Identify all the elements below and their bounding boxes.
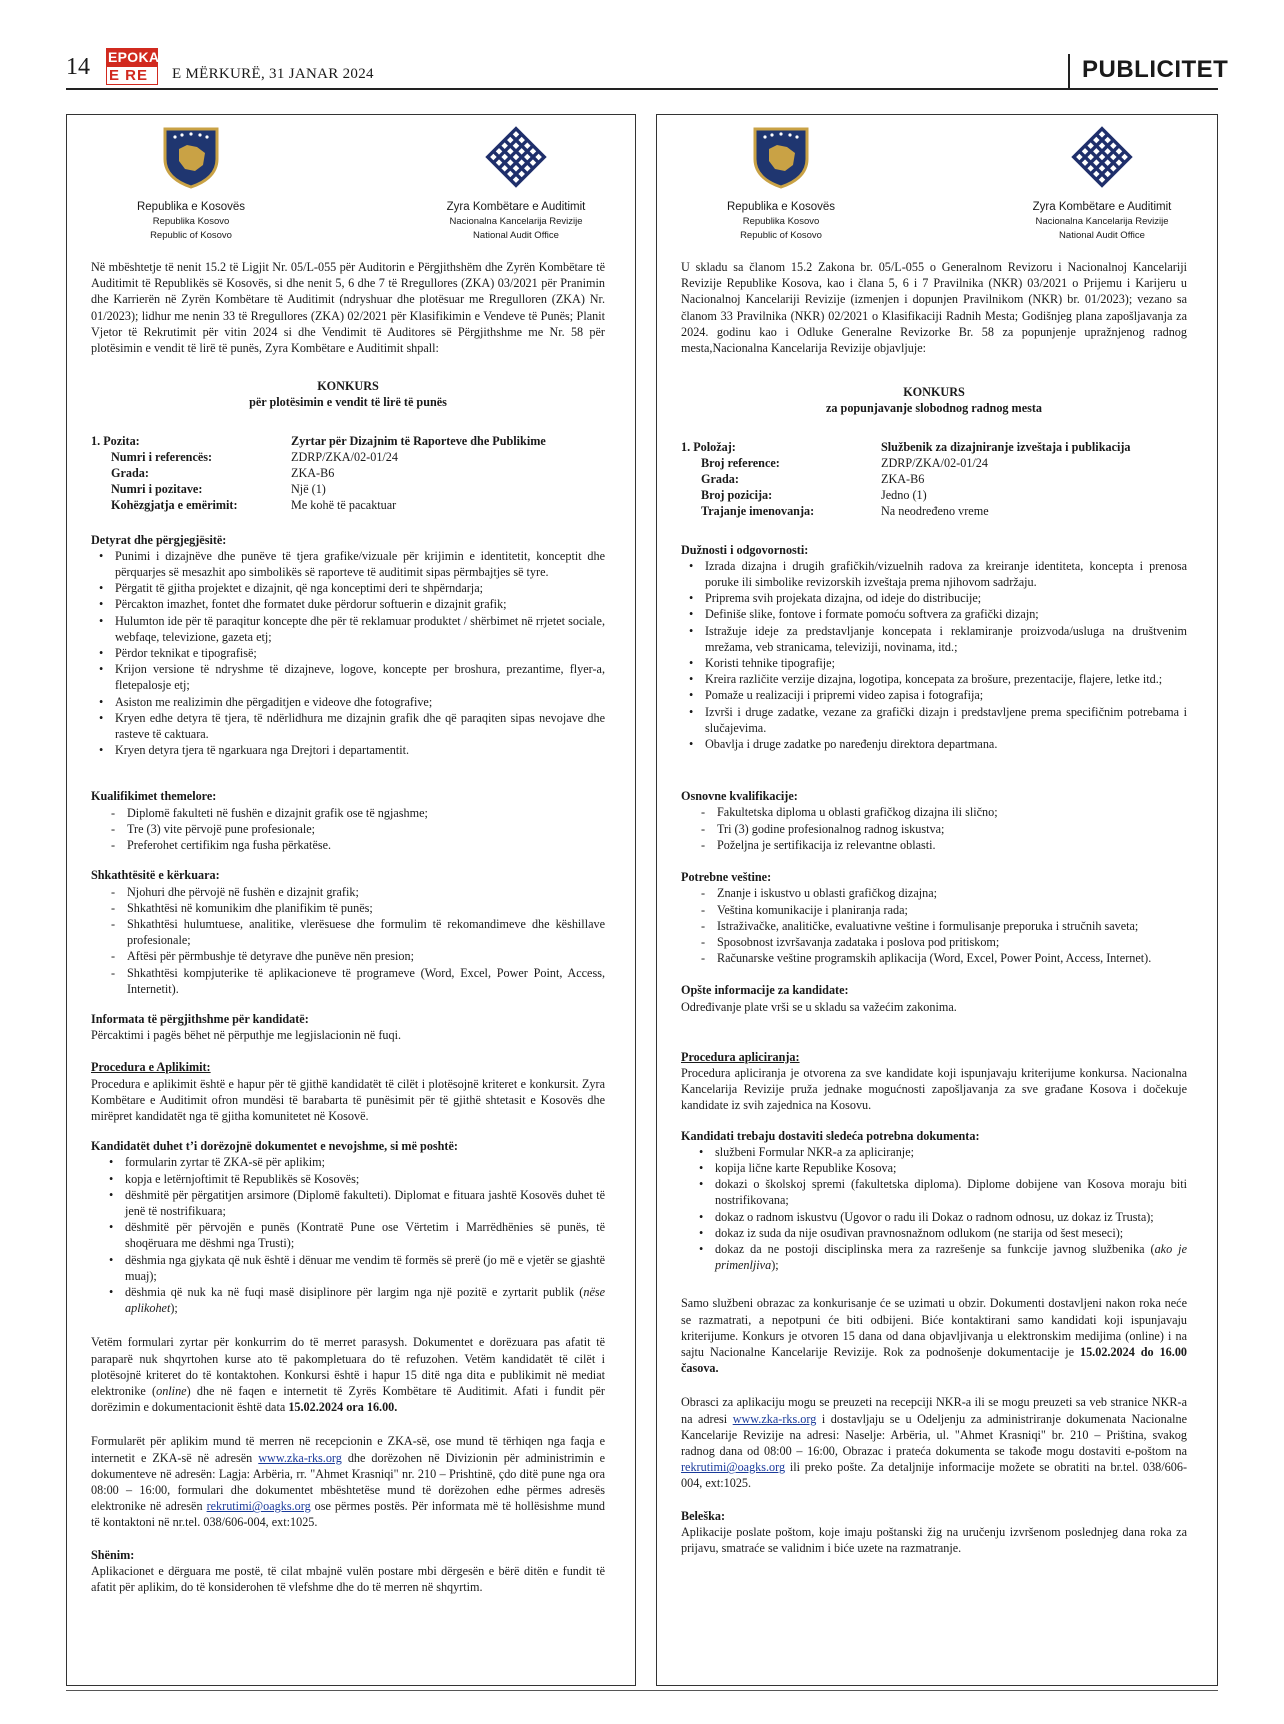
deadline-date: 15.02.2024 do 16.00 časova. (681, 1344, 1188, 1376)
list-item: - Sposobnost izvršavanja zadataka i poslova pod pritiskom; (699, 934, 1187, 950)
list-item: • Istražuje ideje za predstavljanje koncepata i reklamiranje proizvoda/usluga na društvenim mrežama, veb stranicama, televiziji, novinama, itd.; (687, 623, 1187, 655)
emblem-nao (997, 125, 1207, 243)
note-text: Aplikacije poslate poštom, koje imaju poštanski žig na uručenju izvršenom poslednjeg dana roka za prijavu, smatraće se validnim i biće uzete na razmatranje. (681, 1524, 1187, 1555)
national-audit-office-logo-icon (1070, 125, 1134, 189)
ad-serbian (656, 114, 1218, 1686)
detail-value: Jedno (1) (881, 488, 927, 503)
deadline-date: 15.02.2024 ora 16.00. (288, 1400, 398, 1415)
documents-heading: Kandidatët duhet t’i dorëzojnë dokumentet e nevojshme, si më poshtë: (91, 1139, 458, 1154)
detail-value: Službenik za dizajniranje izveštaja i publikacija (881, 439, 1131, 454)
para-text: dhe dorëzohen në Divizionin për administrimin e dokumenteve në adresën: Lagja: Arbëria, rr. "Ahmet Krasniqi" nr. 210 – Prishtinë, çdo ditë pune nga ora 08:00 – 16:00, formulari dhe dokumentet mbështetëse mund të dorëzohen edhe përmes adresës elektronike në adresën (91, 1450, 605, 1514)
emblems-row (91, 115, 605, 259)
list-item: • Priprema svih projekata dizajna, od ideje do distribucije; (687, 590, 1187, 606)
emblem-kosovo (91, 125, 291, 243)
application-paragraph (681, 1394, 1187, 1491)
doc-text: dokaz da ne postoji disciplinska mera za razrešenje sa funkcije javnog službenika ( (715, 1241, 1155, 1256)
skills-heading: Potrebne veštine: (681, 870, 772, 885)
emblem-name-3: National Audit Office (1059, 230, 1145, 242)
ad-albanian (66, 114, 636, 1686)
note-heading: Shënim: (91, 1547, 135, 1562)
doc-text-end: ); (771, 1258, 779, 1273)
detail-key: Numri i referencës: (111, 449, 213, 464)
kosovo-coat-of-arms-icon (751, 125, 811, 189)
ad-subtitle: za popunjavanje slobodnog radnog mesta (825, 401, 1043, 416)
list-item: - Shkathtësi në komunikim dhe planifikim të punës; (109, 900, 605, 916)
ad-title: KONKURS (903, 385, 965, 400)
list-item: • dokaz iz suda da nije osuđivan pravnosnažnom odlukom (ne starija od šest meseci); (697, 1225, 1187, 1241)
emblem-name-1: Republika e Kosovës (726, 201, 836, 214)
kosovo-coat-of-arms-icon (161, 125, 221, 189)
doc-note: ako je primenljiva (715, 1241, 1187, 1273)
list-item: - Diplomë fakulteti në fushën e dizajnit grafik ose të ngjashme; (109, 805, 605, 821)
list-item: • kopija lične karte Republike Kosova; (697, 1160, 1187, 1176)
list-item: • Përdor teknikat e tipografisë; (97, 645, 605, 661)
page-number: 14 (66, 54, 90, 80)
emblem-name-2: Republika Kosovo (152, 216, 230, 228)
skills-list (699, 885, 1187, 966)
emblem-kosovo (681, 125, 881, 243)
list-item: • dokazi o školskoj spremi (fakultetska diploma). Diplome dobijene van Kosova moraju biti nostrifikovana; (697, 1176, 1187, 1208)
emblems-row (681, 115, 1187, 259)
para-text: ili preko pošte. Za detaljnije informacije možete se obratiti na br.tel. 038/606-004, ext:1025. (681, 1460, 1187, 1491)
deadline-paragraph (681, 1295, 1187, 1376)
list-item: • dokaz o radnom iskustvu (Ugovor o radu ili Dokaz o radnom odnosu, uz dokaz iz Trusta); (697, 1209, 1187, 1225)
list-item: • Përgatit të gjitha projektet e dizajnit, që nga konceptimi deri te shpërndarja; (97, 580, 605, 596)
detail-value: Një (1) (291, 482, 326, 497)
emblem-name-3: Republic of Kosovo (740, 230, 822, 242)
list-item: • kopja e letërnjoftimit të Republikës së Kosovës; (107, 1171, 605, 1187)
detail-value: ZDRP/ZKA/02-01/24 (881, 455, 988, 470)
procedure-text: Procedura apliciranja je otvorena za sve kandidate koji ispunjavaju kriterijume konkursa. Nacionalna Kancelarija Revizije pruža jednake mogućnosti zapošljavanja za sve građane Kosova i dočekuje kandidate iz svih zajednica na Kosovu. (681, 1065, 1187, 1113)
doc-text-end: ); (170, 1301, 178, 1316)
documents-list (107, 1154, 605, 1316)
detail-key: Grada: (111, 466, 149, 481)
section-title: PUBLICITET (1082, 56, 1229, 83)
para-text: Obrasci za aplikaciju mogu se preuzeti na recepciji NKR-a ili se mogu preuzeti sa veb stranice NKR-a na adresi (681, 1395, 1187, 1426)
detail-key: Broj pozicija: (701, 488, 773, 503)
qualifications-list (699, 804, 1187, 853)
general-info-text: Određivanje plate vrši se u skladu sa važećim zakonima. (681, 999, 957, 1014)
intro-paragraph: U skladu sa članom 15.2 Zakona br. 05/L-055 o Generalnom Revizoru i Nacionalnoj Kancelariji Revizije Republike Kosova, kao i člana 5, 6 i 7 Pravilnika (NKR) 03/2021 o Prijemu i Karijeru u Nacionalnoj Kancelariji Revizije (izmenjen i dopunjen Pravilnikom (NKR) br. 01/2023); vezano sa članom 33 Pravilnika (NKR) 02/2021 o Klasifikaciji Radnih Mesta; Godišnjeg plana zapošljavanja za 2024. godinu kao i Odluke Generalne Revizorke Br. 58 za popunjenje upražnjenog radnog mesta,Nacionalna Kancelarija Revizije objavljuje: (681, 260, 1187, 356)
list-item: - Shkathtësi kompjuterike të aplikacioneve të programeve (Word, Excel, Power Point, Access, Internetit). (109, 965, 605, 997)
ad-title: KONKURS (317, 379, 379, 394)
list-item: - Tri (3) godine profesionalnog radnog iskustva; (699, 821, 1187, 837)
emblem-name-1: Republika e Kosovës (136, 201, 246, 214)
list-item: • dëshmitë për përgatitjen arsimore (Diplomë fakulteti). Diplomat e fituara jashtë Kosovës duhet të jenë të nostrifikuara; (107, 1187, 605, 1219)
detail-value: ZKA-B6 (291, 466, 335, 481)
doc-note: nëse aplikohet (125, 1284, 605, 1316)
emblem-name-2: Republika Kosovo (742, 216, 820, 228)
emblem-name-1: Zyra Kombëtare e Auditimit (1032, 201, 1172, 214)
detail-value: Me kohë të pacaktuar (291, 498, 397, 513)
list-item: • Përcakton imazhet, fontet dhe formatet duke përdorur softuerin e dizajnit grafik; (97, 596, 605, 612)
list-item: • službeni Formular NKR-a za apliciranje; (697, 1144, 1187, 1160)
list-item: • Kreira različite verzije dizajna, logotipa, koncepata za brošure, prezentacije, flajere, letke itd.; (687, 671, 1187, 687)
email-link[interactable]: rekrutimi@oagks.org (681, 1460, 786, 1475)
footer-rule (66, 1690, 1218, 1691)
list-item: - Preferohet certifikim nga fusha përkatëse. (109, 837, 605, 853)
list-item: • Kryen detyra tjera të ngarkuara nga Drejtori i departamentit. (97, 742, 605, 758)
para-text: Samo službeni obrazac za konkurisanje će se uzimati u obzir. Dokumenti dostavljeni nakon roka neće se razmatrati, a nepotpuni će biti odbijeni. Biće kontaktirani samo kandidati koji ispunjavaju kriterijume. Konkurs je otvoren 15 dana od dana objavljivanja u elektronskim medijima (online) i na sajtu Nacionalne Kancelarije Revizije. Rok za podnošenje dokumentacije je (681, 1296, 1187, 1359)
logo-bottom: E RE (106, 66, 158, 85)
list-item: • Izvrši i druge zadatke, vezane za grafički dizajn i predstavljene prema specifičnim potrebama i slučajevima. (687, 704, 1187, 736)
detail-key: Broj reference: (701, 455, 780, 470)
qualifications-heading: Osnovne kvalifikacije: (681, 789, 798, 804)
detail-key: Kohëzgjatja e emërimit: (111, 498, 238, 513)
ad-subtitle: për plotësimin e vendit të lirë të punës (249, 395, 447, 410)
emblem-name-1: Zyra Kombëtare e Auditimit (446, 201, 586, 214)
general-info-heading: Opšte informacije za kandidate: (681, 983, 849, 998)
list-item: • Krijon versione të ndryshme të dizajneve, logove, koncepte per broshura, prezantime, flyer-a, fletepalosje etj; (97, 661, 605, 693)
skills-list (109, 884, 605, 997)
logo-top: EPOKA (108, 49, 160, 65)
para-online: online (156, 1383, 187, 1398)
list-item: • dëshmia nga gjykata që nuk është i dënuar me vendim të formës së prerë (jo më e vjetër se gjashtë muaj); (107, 1252, 605, 1284)
emblem-name-3: Republic of Kosovo (150, 230, 232, 242)
detail-value: ZKA-B6 (881, 472, 925, 487)
list-item: - Shkathtësi hulumtuese, analitike, vlerësuese dhe formulim të rekomandimeve dhe këshillave profesionale; (109, 916, 605, 948)
doc-text: dëshmia që nuk ka në fuqi masë disiplinore për largim nga një pozitë e zyrtarit publik ( (125, 1284, 584, 1299)
procedure-heading: Procedura e Aplikimit: (91, 1060, 211, 1075)
documents-list (697, 1144, 1187, 1274)
intro-paragraph: Në mbështetje të nenit 15.2 të Ligjit Nr. 05/L-055 për Auditorin e Përgjithshëm dhe Zyrën Kombëtare të Auditimit të Republikës së Kosovës, si dhe nenit 5, 6 dhe 7 të Rregullores (ZKA) 03/2021 për Pranimin dhe Karrierën në Zyrën Kombëtare të Auditimit (ndryshuar dhe plotësuar me Rregulloren (ZKA) Nr. 01/2023); lidhur me nenin 33 të Rregullores (ZKA) 02/2021 për Klasifikimin e Vendeve të Punës; Planit Vjetor të Rekrutimit për vitin 2024 si dhe Vendimit të Auditores së Përgjithshme me Nr. 58 për plotësimin e vendit të lirë të punës, Zyra Kombëtare e Auditimit shpall: (91, 260, 605, 356)
list-item: • Pomaže u realizaciji i pripremi video zapisa i fotografija; (687, 687, 1187, 703)
para-text: ) dhe në faqen e internetit të Zyrës Kombëtare të Auditimit. Afati i fundit për dorëzimin e dokumentacionit është data (91, 1383, 605, 1415)
list-item: - Poželjna je sertifikacija iz relevantne oblasti. (699, 837, 1187, 853)
note-text: Aplikacionet e dërguara me postë, të cilat mbajnë vulën postare mbi dërgesën e bërë ditën e fundit të afatit për aplikim, do të konsiderohen të vlefshme dhe do të merren në shqyrtim. (91, 1563, 605, 1595)
header-rule (66, 88, 1218, 90)
duties-list (97, 548, 605, 759)
para-text: ose përmes postës. Për informata më të hollësishme mund të kontaktoni në nr.tel. 038/606-004, ext:1025. (91, 1499, 606, 1530)
list-item: - Aftësi për përmbushje të detyrave dhe punëve nën presion; (109, 948, 605, 964)
list-item: • Koristi tehnike tipografije; (687, 655, 1187, 671)
procedure-text: Procedura e aplikimit është e hapur për të gjithë kandidatët të cilët i plotësojnë kriteret e konkursit. Zyra Kombëtare e Auditimit ofron mundësi të barabarta të punësimit për të gjithë shtetasit e Kosovës dhe mirëpret kandidatët nga të gjitha komunitetet në Kosovë. (91, 1076, 605, 1123)
para-text: Formularët për aplikim mund të merren në recepcionin e ZKA-së, ose mund të tërhiqen nga faqja e internetit e ZKA-së në adresën (91, 1434, 605, 1465)
list-item: • Kryen edhe detyra të tjera, të ndërlidhura me dizajnin grafik dhe që paraqiten sipas nevojave dhe rasteve të caktuara. (97, 710, 605, 742)
list-item: • Asiston me realizimin dhe përgaditjen e videove dhe fotografive; (97, 694, 605, 710)
list-item (697, 1241, 1187, 1273)
general-info-text: Përcaktimi i pagës bëhet në përputhje me legjislacionin në fuqi. (91, 1028, 402, 1043)
detail-key: 1. Položaj: (681, 439, 736, 454)
national-audit-office-logo-icon (484, 125, 548, 189)
qualifications-heading: Kualifikimet themelore: (91, 789, 217, 804)
skills-heading: Shkathtësitë e kërkuara: (91, 868, 220, 883)
position-details (681, 439, 1187, 520)
list-item: • dëshmitë për përvojën e punës (Kontratë Pune ose Vërtetim i Marrëdhënies së punës, të shoqëruara me dëshmi nga Trusti); (107, 1219, 605, 1251)
detail-value: ZDRP/ZKA/02-01/24 (291, 449, 398, 464)
header-divider (1068, 54, 1070, 90)
list-item: • Punimi i dizajnëve dhe punëve të tjera grafike/vizuale për krijimin e identitetit, konceptit dhe përquarjes së mesazhit apo simbolikës së raporteve të auditimit sipas përmbajtjes së tyre. (97, 548, 605, 580)
list-item: • Definiše slike, fontove i formate pomoću softvera za grafički dizajn; (687, 606, 1187, 622)
email-link[interactable]: rekrutimi@oagks.org (206, 1499, 311, 1514)
detail-key: 1. Pozita: (91, 433, 140, 448)
procedure-heading: Procedura apliciranja: (681, 1049, 800, 1064)
application-paragraph (91, 1433, 605, 1530)
website-link[interactable]: www.zka-rks.org (732, 1411, 817, 1426)
para-text: i dostavljaju se u Odeljenju za administriranje dokumenata Nacionalne Kancelarije Revizije na adresi: Naselje: Arbëria, ul. "Ahmet Krasniqi" br. 210 – Priština, svakog radnog dana od 08:00 – 16:00, Obrazac i prateća dokumenta se takođe mogu dostaviti e-poštom na (681, 1411, 1187, 1458)
detail-value: Zyrtar për Dizajnim të Raporteve dhe Publikime (291, 433, 546, 448)
list-item: - Fakultetska diploma u oblasti grafičkog dizajna ili slično; (699, 804, 1187, 820)
list-item: - Istraživačke, analitičke, evaluativne veštine i formulisanje preporuka i stručnih saveta; (699, 918, 1187, 934)
list-item (107, 1284, 605, 1316)
para-text: Vetëm formulari zyrtar për konkurrim do të merret parasysh. Dokumentet e dorëzuara pas afatit të paraparë nuk shqyrtohen kurse ato të pakompletuara do të refuzohen. Vetëm kandidatët të cilët i plotësojnë kriteret do të kontaktohen. Konkursi është i hapur 15 ditë nga dita e publikimit në mediat elektronike ( (91, 1335, 605, 1398)
list-item: - Veština komunikacije i planiranja rada; (699, 902, 1187, 918)
list-item: - Tre (3) vite përvojë pune profesionale; (109, 821, 605, 837)
general-info-heading: Informata të përgjithshme për kandidatë: (91, 1011, 309, 1026)
list-item: • Obavlja i druge zadatke po naređenju direktora departmana. (687, 736, 1187, 752)
emblem-name-3: National Audit Office (473, 230, 559, 242)
duties-heading: Detyrat dhe përgjegjësitë: (91, 532, 227, 547)
detail-key: Numri i pozitave: (111, 482, 203, 497)
emblem-name-2: Nacionalna Kancelarija Revizije (449, 216, 583, 228)
qualifications-list (109, 805, 605, 854)
note-heading: Beleška: (681, 1508, 726, 1523)
duties-heading: Dužnosti i odgovornosti: (681, 542, 809, 557)
website-link[interactable]: www.zka-rks.org (258, 1450, 342, 1465)
position-details (91, 433, 605, 514)
documents-heading: Kandidati trebaju dostaviti sledeća potrebna dokumenta: (681, 1128, 980, 1143)
list-item: • Hulumton ide për të paraqitur koncepte dhe për të reklamuar produktet / shërbimet në rrjetet sociale, webfaqe, televizione, gazeta etj; (97, 613, 605, 645)
list-item: - Njohuri dhe përvojë në fushën e dizajnit grafik; (109, 884, 605, 900)
duties-list (687, 558, 1187, 752)
list-item: • formularin zyrtar të ZKA-së për aplikim; (107, 1154, 605, 1170)
emblem-nao (411, 125, 621, 243)
list-item: - Znanje i iskustvo u oblasti grafičkog dizajna; (699, 885, 1187, 901)
list-item: • Izrada dizajna i drugih grafičkih/vizuelnih radova za kreiranje identiteta, koncepta i prenosa poruke ili simbolike revizorskih izveštaja prema njihovom sadržaju. (687, 558, 1187, 590)
list-item: - Računarske veštine programskih aplikacija (Word, Excel, Power Point, Access, Internet). (699, 950, 1187, 966)
emblem-name-2: Nacionalna Kancelarija Revizije (1035, 216, 1169, 228)
deadline-paragraph (91, 1334, 605, 1415)
detail-value: Na neodređeno vreme (881, 504, 989, 519)
epoka-e-re-logo (106, 48, 158, 84)
detail-key: Grada: (701, 472, 739, 487)
issue-date: E MËRKURË, 31 JANAR 2024 (172, 66, 374, 82)
detail-key: Trajanje imenovanja: (701, 504, 815, 519)
